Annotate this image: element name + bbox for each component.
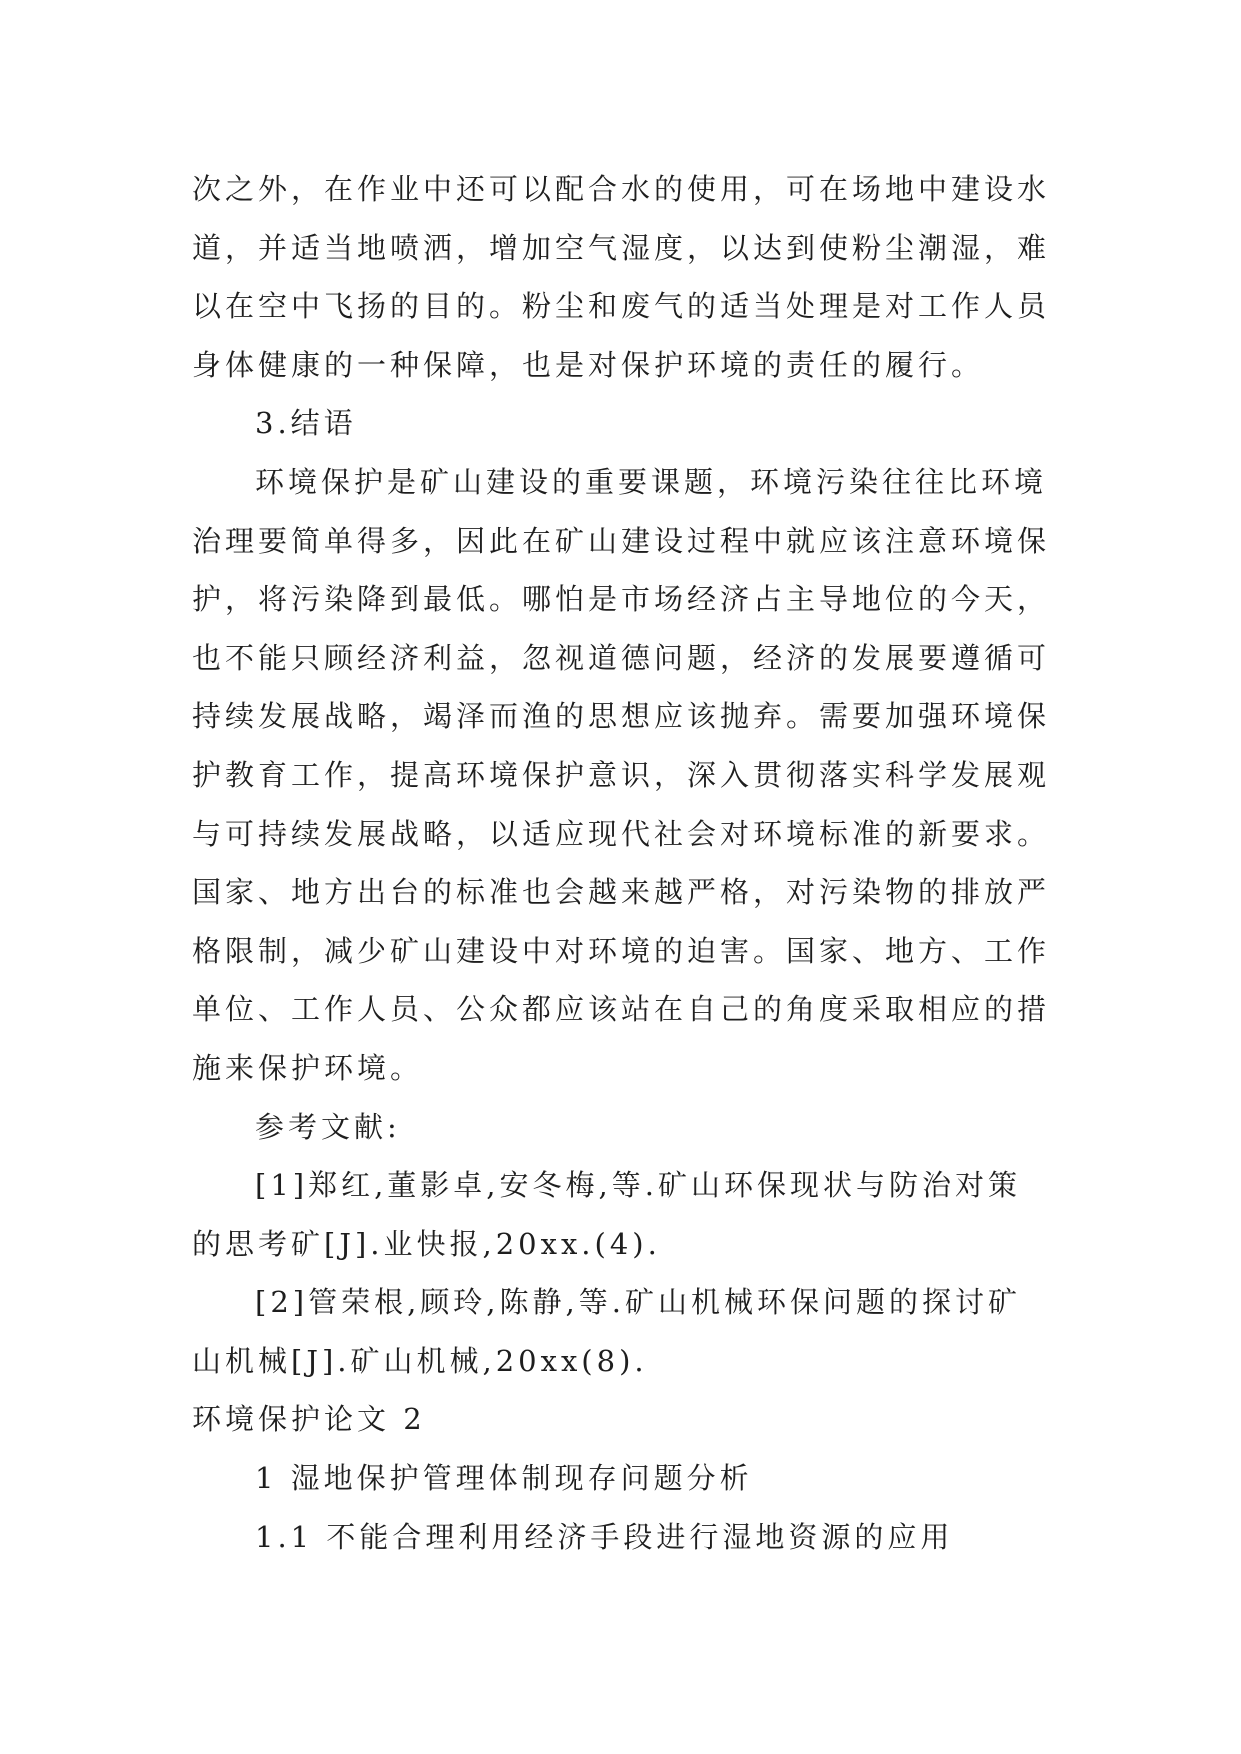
paragraph-line: 国家、地方出台的标准也会越来越严格，对污染物的排放严 xyxy=(192,875,1051,910)
reference-entry: 山机械[J].矿山机械,20xx(8). xyxy=(192,1343,648,1378)
paragraph-line: 也不能只顾经济利益，忽视道德问题，经济的发展要遵循可 xyxy=(192,640,1051,675)
paragraph-line: 与可持续发展战略，以适应现代社会对环境标准的新要求。 xyxy=(192,816,1051,851)
article-title: 环境保护论文 2 xyxy=(192,1402,426,1437)
reference-entry: [1]郑红,董影卓,安冬梅,等.矿山环保现状与防治对策 xyxy=(255,1168,1021,1203)
paragraph-line: 格限制，减少矿山建设中对环境的迫害。国家、地方、工作 xyxy=(192,933,1051,968)
paragraph-line: 单位、工作人员、公众都应该站在自己的角度采取相应的措 xyxy=(192,992,1051,1027)
reference-entry: [2]管荣根,顾玲,陈静,等.矿山机械环保问题的探讨矿 xyxy=(255,1285,1021,1320)
section-heading: 1 湿地保护管理体制现存问题分析 xyxy=(255,1461,753,1496)
references-heading: 参考文献: xyxy=(255,1109,401,1144)
paragraph-line: 施来保护环境。 xyxy=(192,1050,424,1085)
paragraph-line: 持续发展战略，竭泽而渔的思想应该抛弃。需要加强环境保 xyxy=(192,699,1051,734)
body-text xyxy=(192,160,1052,1566)
subsection-heading: 1.1 不能合理利用经济手段进行湿地资源的应用 xyxy=(255,1519,954,1554)
paragraph-line: 以在空中飞扬的目的。粉尘和废气的适当处理是对工作人员 xyxy=(192,289,1051,324)
section-heading-conclusion: 3.结语 xyxy=(255,406,357,441)
paragraph-line: 环境保护是矿山建设的重要课题，环境污染往往比环境 xyxy=(255,464,1048,499)
paragraph-line: 身体健康的一种保障，也是对保护环境的责任的履行。 xyxy=(192,347,985,382)
paragraph-line: 道，并适当地喷洒，增加空气湿度，以达到使粉尘潮湿，难 xyxy=(192,230,1051,265)
reference-entry: 的思考矿[J].业快报,20xx.(4). xyxy=(192,1226,661,1261)
paragraph-line: 次之外，在作业中还可以配合水的使用，可在场地中建设水 xyxy=(192,172,1051,206)
paragraph-line: 治理要简单得多，因此在矿山建设过程中就应该注意环境保 xyxy=(192,523,1051,558)
paragraph-line: 护，将污染降到最低。哪怕是市场经济占主导地位的今天， xyxy=(192,582,1051,617)
paragraph-line: 护教育工作，提高环境保护意识，深入贯彻落实科学发展观 xyxy=(192,757,1051,792)
